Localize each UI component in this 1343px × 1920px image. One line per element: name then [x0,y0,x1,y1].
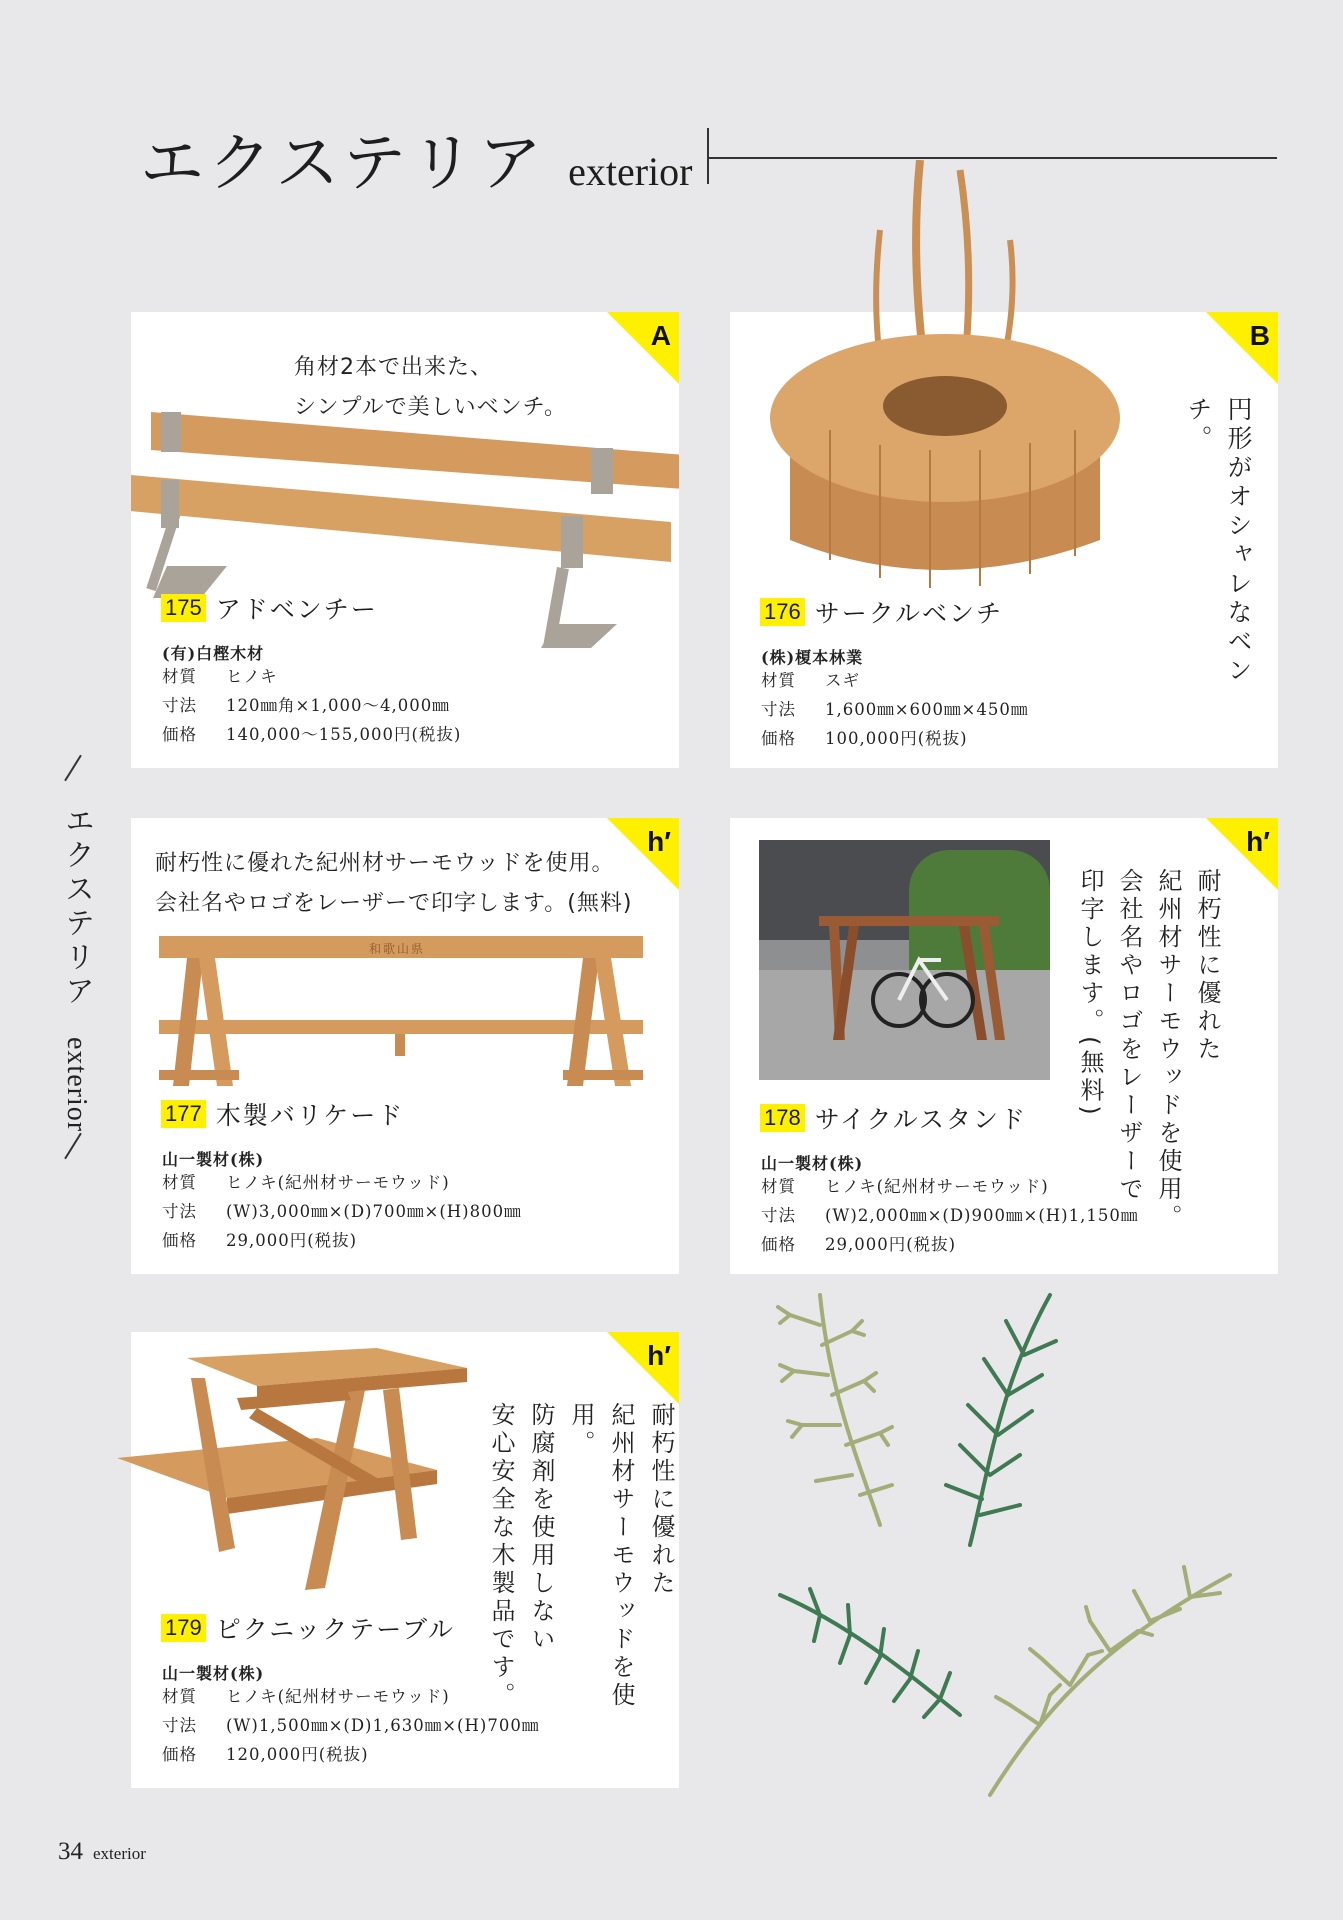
side-slash-top [64,755,82,782]
cedar-branch-icon [946,1295,1056,1545]
spec-value: ヒノキ(紀州材サーモウッド) [825,1177,1049,1196]
spec-label: 寸法 [162,1716,197,1735]
item-title [760,1100,1027,1136]
engraving-text: 和歌山県 [369,942,426,956]
badge-letter: h′ [647,826,671,857]
product-card-179 [131,1332,679,1788]
spec-value: 100,000円(税抜) [825,729,968,748]
spec-row-price [761,1230,1138,1259]
spec-row-size [761,695,1028,724]
spec-row-material [162,1168,522,1197]
cypress-branch-icon [778,1295,892,1525]
spec-label: 価格 [162,725,197,744]
product-card-177 [131,818,679,1274]
spec-row-size [761,1201,1138,1230]
maker-name: 山一製材(株) [761,1154,864,1173]
page-title-en: exterior [568,149,693,194]
page-title-ja: エクステリア [140,127,547,201]
spec-label: 材質 [162,667,197,686]
catch-line: 角材2本で出来た、 [294,355,493,380]
product-image-picnic-table [107,1338,507,1618]
spec-value: 29,000円(税抜) [226,1231,358,1250]
decorative-foliage [740,1285,1260,1805]
badge-letter: B [1249,320,1270,351]
item-name: サイクルスタンド [814,1105,1027,1134]
spec-row-material [761,1172,1138,1201]
cedar-branch-icon [780,1589,960,1717]
catch-line: 耐朽性に優れた [647,1402,675,1598]
side-section-label [52,745,92,1165]
spec-row-price [761,724,1028,753]
page-folio [58,1838,146,1866]
bench-bracket [561,516,583,568]
spec-row-size [162,1711,539,1740]
maker-name: 山一製材(株) [162,1664,265,1683]
product-photo-cycle-stand [759,840,1050,1080]
item-name: 木製バリケード [215,1101,405,1130]
page-title [140,112,692,204]
spec-value: (W)1,500㎜×(D)1,630㎜×(H)700㎜ [226,1716,540,1735]
product-card-175 [131,312,679,768]
badge-letter: h′ [647,1340,671,1371]
item-number: 178 [760,1104,805,1132]
side-label-text [54,805,98,1132]
spec-list [761,1172,1138,1259]
catch-line: 会社名やロゴをレーザーで [1115,868,1143,1204]
spec-label: 価格 [761,729,796,748]
item-number: 179 [161,1614,206,1642]
item-name: ピクニックテーブル [215,1615,455,1644]
side-label-ja: エクステリア [59,805,94,1009]
bench-hole [883,376,1007,436]
spec-list [162,1168,522,1255]
item-title [161,1096,404,1132]
catch-line: 印字します。(無料) [1076,868,1104,1119]
product-card-178 [730,818,1278,1274]
item-title [760,594,1003,630]
catch-line: シンプルで美しいベンチ。 [294,395,568,420]
spec-label: 材質 [162,1687,197,1706]
product-image-barricade [159,936,643,1104]
item-title [161,1610,455,1646]
item-number: 177 [161,1100,206,1128]
item-title [161,590,378,626]
catch-copy [155,844,632,924]
catch-vertical [481,1402,681,1722]
spec-row-material [162,1682,539,1711]
item-number: 175 [161,594,206,622]
spec-value: 1,600㎜×600㎜×450㎜ [825,700,1029,719]
product-image-circle-bench [770,160,1130,590]
catch-line: 紀州材サーモウッドを使用。 [567,1402,635,1710]
spec-value: スギ [825,671,860,690]
maker-name: 山一製材(株) [162,1150,265,1169]
spec-value: ヒノキ [226,667,278,686]
spec-row-size [162,691,461,720]
spec-value: 120㎜角×1,000～4,000㎜ [226,696,450,715]
spec-row-material [162,662,461,691]
spec-label: 価格 [162,1745,197,1764]
page-number: 34 [58,1838,83,1865]
spec-row-price [162,1226,522,1255]
catch-line: 耐朽性に優れた紀州材サーモウッドを使用。 [155,851,615,876]
spec-value: 120,000円(税抜) [226,1745,369,1764]
spec-value: (W)3,000㎜×(D)700㎜×(H)800㎜ [226,1202,522,1221]
maker-name: (有)白樫木材 [162,644,265,663]
bench-beam-front [131,474,671,562]
title-rule-horizontal [707,157,1277,159]
spec-list [761,666,1028,753]
item-name: サークルベンチ [814,599,1003,628]
spec-label: 材質 [761,1177,796,1196]
spec-label: 寸法 [761,700,796,719]
bench-bracket [161,480,179,528]
catch-line: 耐朽性に優れた [1193,868,1221,1064]
spec-label: 価格 [761,1235,796,1254]
bench-bracket [161,412,181,452]
item-number: 176 [760,598,805,626]
catch-line: 会社名やロゴをレーザーで印字します。(無料) [155,891,633,916]
spec-row-price [162,1740,539,1769]
side-slash-bottom [64,1133,82,1160]
spec-label: 寸法 [162,1202,197,1221]
catch-line: 紀州材サーモウッドを使用。 [1154,868,1182,1232]
spec-value: ヒノキ(紀州材サーモウッド) [226,1173,450,1192]
side-label-en: exterior [61,1037,92,1133]
spec-row-size [162,1197,522,1226]
spec-label: 価格 [162,1231,197,1250]
spec-value: (W)2,000㎜×(D)900㎜×(H)1,150㎜ [825,1206,1139,1225]
spec-list [162,1682,539,1769]
spec-label: 材質 [761,671,796,690]
spec-value: 140,000～155,000円(税抜) [226,725,462,744]
badge-letter: A [650,320,671,351]
cypress-branch-icon [990,1567,1230,1795]
item-name: アドベンチー [215,595,378,624]
spec-label: 材質 [162,1173,197,1192]
spec-value: 29,000円(税抜) [825,1235,957,1254]
maker-name: (株)榎本林業 [761,648,864,667]
barricade-drawing [159,936,643,1104]
spec-value: ヒノキ(紀州材サーモウッド) [226,1687,450,1706]
title-rule-vertical [707,128,709,184]
catch-line: 安心安全な木製品です。 [487,1402,515,1710]
spec-label: 寸法 [162,696,197,715]
spec-label: 寸法 [761,1206,796,1225]
catch-line: 防腐剤を使用しない [527,1402,555,1654]
spec-row-material [761,666,1028,695]
catch-vertical: 円形がオシャレなベンチ。 [1184,396,1253,686]
badge-letter: h′ [1246,826,1270,857]
bench-bracket [591,448,613,494]
page-section: exterior [93,1844,146,1863]
product-card-176 [730,312,1278,768]
spec-list [162,662,461,749]
spec-row-price [162,720,461,749]
